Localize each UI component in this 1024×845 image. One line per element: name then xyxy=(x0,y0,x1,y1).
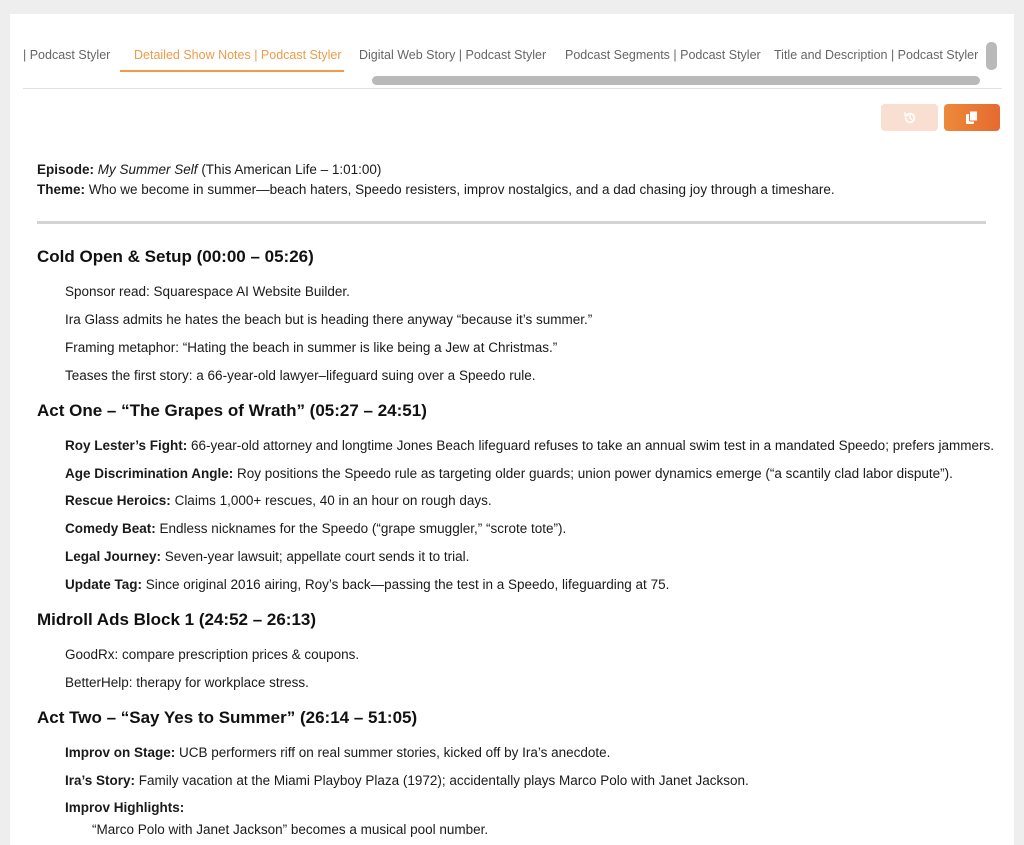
list-item-text: 66-year-old attorney and longtime Jones Beach lifeguard refuses to take an annual swim test in a mandated Speedo; prefers jammers. xyxy=(187,438,994,453)
list-item-text: Sponsor read: Squarespace AI Website Builder. xyxy=(65,284,350,299)
theme-label: Theme: xyxy=(37,182,86,197)
list-item xyxy=(65,521,566,536)
list-item-label: Improv Highlights: xyxy=(65,800,185,815)
list-item xyxy=(65,312,592,327)
history-icon xyxy=(903,111,917,125)
tab-horizontal-scrollbar[interactable] xyxy=(372,76,980,85)
episode-title: My Summer Self xyxy=(97,162,198,177)
section-heading: Act Two – “Say Yes to Summer” (26:14 – 51:05) xyxy=(37,708,418,727)
list-item xyxy=(65,577,669,592)
list-item-label: Update Tag: xyxy=(65,577,142,592)
list-item-text: Since original 2016 airing, Roy’s back—passing the test in a Speedo, lifeguarding at 75. xyxy=(142,577,670,592)
list-item xyxy=(65,745,610,760)
list-item xyxy=(65,368,536,383)
list-item xyxy=(65,773,749,788)
list-item-label: Comedy Beat: xyxy=(65,521,156,536)
list-item-text: BetterHelp: therapy for workplace stress. xyxy=(65,675,309,690)
list-item xyxy=(65,466,953,481)
list-item-text: Family vacation at the Miami Playboy Plaza (1972); accidentally plays Marco Polo with Janet Jackson. xyxy=(135,773,749,788)
list-item xyxy=(65,549,469,564)
list-item-text: Roy positions the Speedo rule as targeting older guards; union power dynamics emerge (“a scantily clad labor dispute”). xyxy=(233,466,953,481)
episode-info: (This American Life – 1:01:00) xyxy=(197,162,382,177)
list-item-label: Improv on Stage: xyxy=(65,745,176,760)
list-item xyxy=(65,493,492,508)
window-top-bar xyxy=(0,0,1024,14)
section-heading: Act One – “The Grapes of Wrath” (05:27 – 24:51) xyxy=(37,401,427,420)
list-item xyxy=(65,340,557,355)
copy-button[interactable] xyxy=(944,104,1000,131)
list-item xyxy=(65,647,359,662)
theme-text: Who we become in summer—beach haters, Speedo resisters, improv nostalgics, and a dad chasing joy through a timeshare. xyxy=(85,182,835,197)
sub-list-item: “Marco Polo with Janet Jackson” becomes a musical pool number. xyxy=(92,822,489,837)
list-item-text: UCB performers riff on real summer stories, kicked off by Ira’s anecdote. xyxy=(175,745,611,760)
left-gutter xyxy=(0,0,10,845)
list-item-label: Rescue Heroics: xyxy=(65,493,171,508)
tab-digital-web-story[interactable]: Digital Web Story | Podcast Styler xyxy=(359,48,547,62)
list-item xyxy=(65,675,309,690)
history-button[interactable] xyxy=(881,104,938,131)
list-item-label: Ira’s Story: xyxy=(65,773,136,788)
tab-podcast-segments[interactable]: Podcast Segments | Podcast Styler xyxy=(565,48,761,62)
list-item-text: Endless nicknames for the Speedo (“grape smuggler,” “scrote tote”). xyxy=(155,521,567,536)
episode-line xyxy=(37,160,997,180)
list-item-text: GoodRx: compare prescription prices & coupons. xyxy=(65,647,360,662)
episode-label: Episode: xyxy=(37,162,95,177)
section-heading: Cold Open & Setup (00:00 – 05:26) xyxy=(37,247,314,266)
theme-line xyxy=(37,180,997,200)
list-item xyxy=(65,438,994,453)
copy-icon xyxy=(965,110,979,125)
right-gutter xyxy=(1014,0,1024,845)
list-item-text: Teases the first story: a 66-year-old lawyer–lifeguard suing over a Speedo rule. xyxy=(65,368,536,383)
list-item-label: Legal Journey: xyxy=(65,549,162,564)
list-item xyxy=(65,800,184,815)
tab-podcast-styler[interactable]: | Podcast Styler xyxy=(23,48,111,62)
list-item xyxy=(65,284,350,299)
list-item-text: Ira Glass admits he hates the beach but is heading there anyway “because it’s summer.” xyxy=(65,312,593,327)
list-item-label: Age Discrimination Angle: xyxy=(65,466,234,481)
section-divider xyxy=(37,221,986,224)
episode-meta xyxy=(37,160,997,200)
list-item-label: Roy Lester’s Fight: xyxy=(65,438,188,453)
tab-vertical-scrollbar[interactable] xyxy=(986,42,997,70)
tab-title-and-description[interactable]: Title and Description | Podcast Styler xyxy=(774,48,979,62)
tab-detailed-show-notes[interactable]: Detailed Show Notes | Podcast Styler xyxy=(120,38,344,72)
section-heading: Midroll Ads Block 1 (24:52 – 26:13) xyxy=(37,610,317,629)
list-item-text: Claims 1,000+ rescues, 40 in an hour on rough days. xyxy=(170,493,492,508)
list-item-text: Framing metaphor: “Hating the beach in summer is like being a Jew at Christmas.” xyxy=(65,340,558,355)
list-item-text: Seven-year lawsuit; appellate court sends it to trial. xyxy=(161,549,470,564)
